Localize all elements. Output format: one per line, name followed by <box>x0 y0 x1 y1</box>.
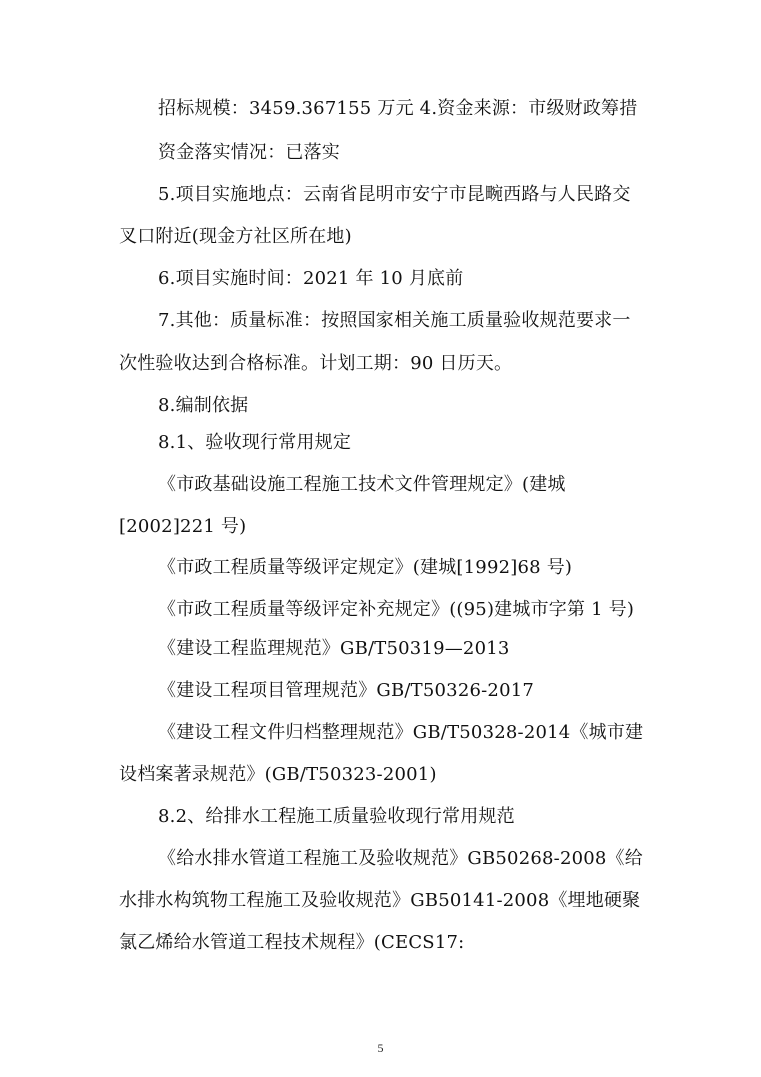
text-line-19: 《给水排水管道工程施工及验收规范》GB50268-2008《给 <box>158 848 643 869</box>
text-line-8: 8.编制依据 <box>158 395 249 416</box>
text-line-11: [2002]221 号) <box>119 516 247 537</box>
text-line-21: 氯乙烯给水管道工程技术规程》(CECS17: <box>119 932 465 953</box>
text-line-18: 8.2、给排水工程施工质量验收现行常用规范 <box>158 806 515 827</box>
text-line-17: 设档案著录规范》(GB/T50323-2001) <box>119 764 437 785</box>
text-line-4: 叉口附近(现金方社区所在地) <box>119 226 352 247</box>
page-number: 5 <box>377 1041 384 1055</box>
text-line-9: 8.1、验收现行常用规定 <box>158 432 352 453</box>
text-line-13: 《市政工程质量等级评定补充规定》((95)建城市字第 1 号) <box>158 599 635 620</box>
text-line-20: 水排水构筑物工程施工及验收规范》GB50141-2008《埋地硬聚 <box>119 890 641 911</box>
text-line-16: 《建设工程文件归档整理规范》GB/T50328-2014《城市建 <box>158 722 644 743</box>
text-line-3: 5.项目实施地点：云南省昆明市安宁市昆畹西路与人民路交 <box>158 184 631 205</box>
text-line-10: 《市政基础设施工程施工技术文件管理规定》(建城 <box>158 474 566 495</box>
text-line-5: 6.项目实施时间：2021 年 10 月底前 <box>158 268 464 289</box>
text-line-15: 《建设工程项目管理规范》GB/T50326-2017 <box>158 680 535 701</box>
text-line-7: 次性验收达到合格标准。计划工期：90 日历天。 <box>119 353 513 374</box>
text-line-2: 资金落实情况：已落实 <box>158 142 340 163</box>
text-line-12: 《市政工程质量等级评定规定》(建城[1992]68 号) <box>158 557 573 578</box>
text-line-14: 《建设工程监理规范》GB/T50319—2013 <box>158 638 510 659</box>
text-line-6: 7.其他：质量标准：按照国家相关施工质量验收规范要求一 <box>158 310 631 331</box>
text-line-1: 招标规模：3459.367155 万元 4.资金来源：市级财政筹措 <box>158 98 638 119</box>
